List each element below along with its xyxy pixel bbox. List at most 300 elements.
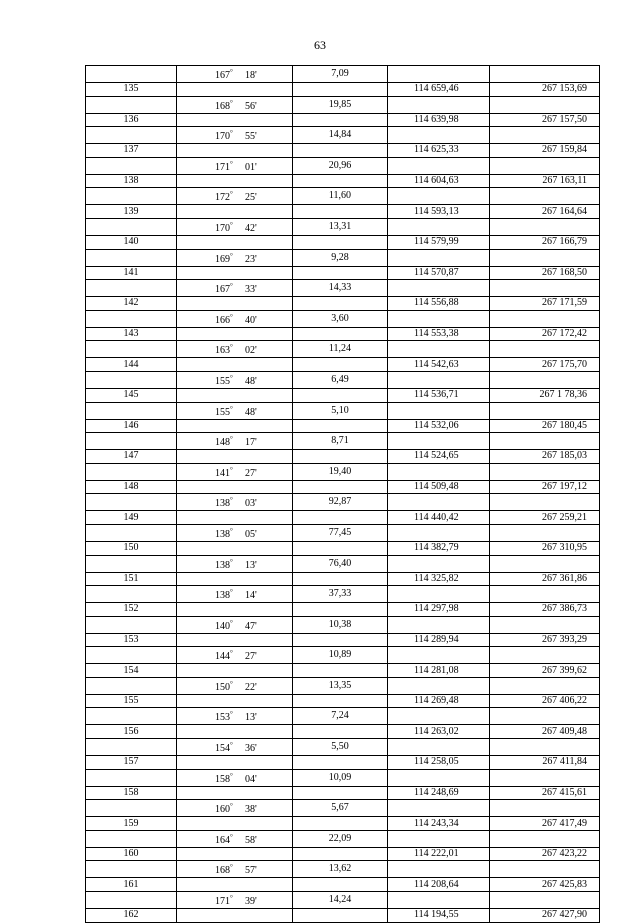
point-number-cell: 136 [86, 113, 177, 127]
angle-degrees-value: 167 [215, 70, 230, 81]
length-cell [293, 633, 388, 647]
angle-cell [177, 524, 293, 541]
x-coordinate-cell [388, 433, 490, 450]
y-coordinate-cell [490, 769, 600, 786]
segment-row [86, 647, 600, 664]
point-number-cell: 137 [86, 144, 177, 158]
y-coordinate-cell: 267 168,50 [490, 266, 600, 280]
x-coordinate-cell [388, 66, 490, 83]
segment-row [86, 310, 600, 327]
length-cell [293, 388, 388, 402]
length-cell: 22,09 [293, 830, 388, 847]
angle-cell [177, 616, 293, 633]
y-coordinate-cell: 267 1 78,36 [490, 388, 600, 402]
y-coordinate-cell [490, 371, 600, 388]
angle-cell [177, 511, 293, 525]
angle-minutes: 27' [245, 651, 257, 663]
segment-row [86, 555, 600, 572]
point-number-cell: 147 [86, 450, 177, 464]
angle-minutes: 57' [245, 865, 257, 877]
angle-degrees [215, 250, 245, 266]
point-number-cell [86, 218, 177, 235]
point-number-cell: 148 [86, 480, 177, 494]
length-cell: 10,89 [293, 647, 388, 664]
angle-cell [177, 174, 293, 188]
segment-row [86, 800, 600, 817]
degree-symbol: ° [230, 741, 233, 750]
segment-row [86, 616, 600, 633]
length-cell: 13,35 [293, 677, 388, 694]
angle-cell [177, 677, 293, 694]
segment-row [86, 830, 600, 847]
degree-symbol: ° [230, 343, 233, 352]
y-coordinate-cell [490, 708, 600, 725]
length-cell [293, 786, 388, 800]
angle-cell [177, 83, 293, 97]
y-coordinate-cell [490, 861, 600, 878]
angle-degrees-value: 140 [215, 620, 230, 632]
y-coordinate-cell [490, 402, 600, 419]
point-row [86, 909, 600, 923]
segment-row [86, 494, 600, 511]
angle-cell [177, 358, 293, 372]
angle-degrees-value: 160 [215, 804, 230, 816]
length-cell: 7,24 [293, 708, 388, 725]
y-coordinate-cell [490, 280, 600, 297]
angle-degrees [215, 311, 245, 327]
angle-minutes: 14' [245, 590, 257, 602]
x-coordinate-cell [388, 861, 490, 878]
x-coordinate-cell [388, 524, 490, 541]
angle-minutes: 22' [245, 681, 257, 693]
x-coordinate-cell: 114 263,02 [388, 725, 490, 739]
y-coordinate-cell [490, 800, 600, 817]
angle-cell [177, 878, 293, 892]
angle-minutes: 40' [245, 314, 257, 326]
x-coordinate-cell: 114 553,38 [388, 327, 490, 341]
angle-cell [177, 708, 293, 725]
angle-degrees [215, 127, 245, 143]
degree-symbol: ° [230, 98, 233, 107]
length-cell: 14,84 [293, 127, 388, 144]
length-cell [293, 174, 388, 188]
angle-degrees-value: 166 [215, 314, 230, 326]
segment-row [86, 341, 600, 358]
point-number-cell [86, 310, 177, 327]
length-cell: 8,71 [293, 433, 388, 450]
angle-cell [177, 266, 293, 280]
angle-degrees [215, 341, 245, 357]
angle-cell [177, 96, 293, 113]
segment-row [86, 677, 600, 694]
point-row [86, 694, 600, 708]
segment-row [86, 218, 600, 235]
angle-cell [177, 555, 293, 572]
x-coordinate-cell [388, 402, 490, 419]
y-coordinate-cell [490, 830, 600, 847]
degree-symbol: ° [230, 220, 233, 229]
segment-row [86, 157, 600, 174]
length-cell: 76,40 [293, 555, 388, 572]
degree-symbol: ° [230, 832, 233, 841]
x-coordinate-cell [388, 739, 490, 756]
y-coordinate-cell [490, 310, 600, 327]
x-coordinate-cell: 114 639,98 [388, 113, 490, 127]
point-row [86, 83, 600, 97]
angle-degrees [215, 66, 245, 82]
angle-cell [177, 402, 293, 419]
point-row [86, 419, 600, 433]
point-row [86, 297, 600, 311]
length-cell: 6,49 [293, 371, 388, 388]
x-coordinate-cell [388, 494, 490, 511]
x-coordinate-cell [388, 555, 490, 572]
length-cell [293, 113, 388, 127]
point-number-cell [86, 433, 177, 450]
angle-minutes: 17' [245, 437, 257, 449]
length-cell: 92,87 [293, 494, 388, 511]
angle-degrees [215, 831, 245, 847]
x-coordinate-cell: 114 289,94 [388, 633, 490, 647]
point-row [86, 817, 600, 831]
angle-degrees [215, 586, 245, 602]
length-cell: 5,50 [293, 739, 388, 756]
point-number-cell: 162 [86, 909, 177, 923]
x-coordinate-cell: 114 243,34 [388, 817, 490, 831]
point-number-cell: 143 [86, 327, 177, 341]
length-cell: 13,31 [293, 218, 388, 235]
angle-degrees-value: 150 [215, 681, 230, 693]
angle-degrees [215, 372, 245, 388]
point-number-cell [86, 494, 177, 511]
length-cell [293, 878, 388, 892]
y-coordinate-cell [490, 524, 600, 541]
angle-degrees-value: 138 [215, 559, 230, 571]
x-coordinate-cell [388, 769, 490, 786]
point-row [86, 113, 600, 127]
angle-minutes: 18' [245, 70, 257, 81]
degree-symbol: ° [230, 588, 233, 597]
angle-degrees-value: 158 [215, 773, 230, 785]
point-row [86, 327, 600, 341]
y-coordinate-cell: 267 406,22 [490, 694, 600, 708]
y-coordinate-cell: 267 393,29 [490, 633, 600, 647]
length-cell [293, 205, 388, 219]
point-number-cell: 150 [86, 541, 177, 555]
angle-cell [177, 786, 293, 800]
y-coordinate-cell: 267 386,73 [490, 603, 600, 617]
angle-cell [177, 603, 293, 617]
angle-cell [177, 892, 293, 909]
angle-degrees-value: 170 [215, 131, 230, 143]
x-coordinate-cell [388, 310, 490, 327]
segment-row [86, 249, 600, 266]
degree-symbol: ° [230, 649, 233, 658]
point-number-cell [86, 677, 177, 694]
angle-cell [177, 494, 293, 511]
angle-cell [177, 66, 293, 83]
y-coordinate-cell: 267 411,84 [490, 756, 600, 770]
length-cell: 9,28 [293, 249, 388, 266]
y-coordinate-cell: 267 417,49 [490, 817, 600, 831]
angle-degrees-value: 144 [215, 651, 230, 663]
angle-cell [177, 127, 293, 144]
angle-degrees [215, 647, 245, 663]
point-number-cell [86, 371, 177, 388]
x-coordinate-cell [388, 188, 490, 205]
point-number-cell [86, 341, 177, 358]
angle-cell [177, 739, 293, 756]
y-coordinate-cell: 267 157,50 [490, 113, 600, 127]
y-coordinate-cell: 267 423,22 [490, 847, 600, 861]
y-coordinate-cell [490, 188, 600, 205]
x-coordinate-cell [388, 800, 490, 817]
length-cell: 19,40 [293, 463, 388, 480]
angle-minutes: 05' [245, 528, 257, 540]
point-number-cell [86, 892, 177, 909]
angle-cell [177, 341, 293, 358]
y-coordinate-cell: 267 399,62 [490, 664, 600, 678]
x-coordinate-cell: 114 570,87 [388, 266, 490, 280]
x-coordinate-cell [388, 96, 490, 113]
y-coordinate-cell [490, 555, 600, 572]
length-cell: 10,09 [293, 769, 388, 786]
y-coordinate-cell: 267 164,64 [490, 205, 600, 219]
angle-degrees-value: 163 [215, 345, 230, 357]
x-coordinate-cell: 114 281,08 [388, 664, 490, 678]
length-cell [293, 694, 388, 708]
point-number-cell [86, 739, 177, 756]
point-number-cell [86, 463, 177, 480]
length-cell [293, 327, 388, 341]
point-number-cell: 142 [86, 297, 177, 311]
point-number-cell: 138 [86, 174, 177, 188]
angle-degrees [215, 525, 245, 541]
length-cell: 10,38 [293, 616, 388, 633]
length-cell [293, 297, 388, 311]
angle-degrees [215, 433, 245, 449]
angle-cell [177, 327, 293, 341]
x-coordinate-cell [388, 341, 490, 358]
angle-minutes: 48' [245, 375, 257, 387]
length-cell: 7,09 [293, 66, 388, 83]
x-coordinate-cell [388, 708, 490, 725]
angle-cell [177, 586, 293, 603]
point-number-cell [86, 555, 177, 572]
angle-degrees-value: 153 [215, 712, 230, 724]
segment-row [86, 96, 600, 113]
point-number-cell: 139 [86, 205, 177, 219]
point-row [86, 756, 600, 770]
length-cell: 11,24 [293, 341, 388, 358]
angle-degrees-value: 141 [215, 467, 230, 479]
x-coordinate-cell [388, 892, 490, 909]
point-row [86, 205, 600, 219]
angle-degrees-value: 138 [215, 590, 230, 602]
point-row [86, 144, 600, 158]
angle-degrees [215, 280, 245, 296]
point-number-cell [86, 96, 177, 113]
degree-symbol: ° [230, 404, 233, 413]
angle-cell [177, 450, 293, 464]
point-row [86, 480, 600, 494]
y-coordinate-cell: 267 172,42 [490, 327, 600, 341]
length-cell [293, 756, 388, 770]
x-coordinate-cell [388, 371, 490, 388]
segment-row [86, 188, 600, 205]
y-coordinate-cell [490, 586, 600, 603]
y-coordinate-cell [490, 647, 600, 664]
x-coordinate-cell: 114 269,48 [388, 694, 490, 708]
y-coordinate-cell [490, 739, 600, 756]
angle-cell [177, 800, 293, 817]
y-coordinate-cell [490, 66, 600, 83]
degree-symbol: ° [230, 496, 233, 505]
coordinates-table-body [86, 66, 600, 923]
y-coordinate-cell [490, 494, 600, 511]
angle-cell [177, 725, 293, 739]
angle-degrees [215, 494, 245, 510]
segment-row [86, 66, 600, 83]
x-coordinate-cell: 114 604,63 [388, 174, 490, 188]
angle-degrees-value: 148 [215, 437, 230, 449]
degree-symbol: ° [230, 894, 233, 903]
angle-degrees [215, 464, 245, 480]
length-cell: 13,62 [293, 861, 388, 878]
angle-cell [177, 817, 293, 831]
page-number: 63 [314, 38, 326, 52]
point-row [86, 664, 600, 678]
degree-symbol: ° [230, 863, 233, 872]
angle-cell [177, 205, 293, 219]
length-cell: 14,24 [293, 892, 388, 909]
angle-minutes: 42' [245, 222, 257, 234]
length-cell [293, 664, 388, 678]
x-coordinate-cell: 114 625,33 [388, 144, 490, 158]
angle-degrees-value: 171 [215, 896, 230, 908]
angle-cell [177, 572, 293, 586]
point-row [86, 603, 600, 617]
x-coordinate-cell [388, 830, 490, 847]
length-cell [293, 909, 388, 923]
angle-minutes: 47' [245, 620, 257, 632]
angle-cell [177, 664, 293, 678]
length-cell [293, 144, 388, 158]
angle-minutes: 58' [245, 834, 257, 846]
angle-minutes: 23' [245, 253, 257, 265]
angle-minutes: 04' [245, 773, 257, 785]
angle-cell [177, 433, 293, 450]
point-number-cell: 157 [86, 756, 177, 770]
point-number-cell [86, 800, 177, 817]
x-coordinate-cell: 114 248,69 [388, 786, 490, 800]
x-coordinate-cell [388, 249, 490, 266]
x-coordinate-cell: 114 536,71 [388, 388, 490, 402]
length-cell: 5,67 [293, 800, 388, 817]
segment-row [86, 524, 600, 541]
point-row [86, 235, 600, 249]
angle-degrees [215, 861, 245, 877]
angle-degrees [215, 219, 245, 235]
length-cell [293, 572, 388, 586]
length-cell: 3,60 [293, 310, 388, 327]
angle-cell [177, 235, 293, 249]
angle-degrees-value: 164 [215, 834, 230, 846]
point-number-cell: 140 [86, 235, 177, 249]
y-coordinate-cell [490, 892, 600, 909]
length-cell [293, 511, 388, 525]
angle-minutes: 36' [245, 743, 257, 755]
point-number-cell [86, 280, 177, 297]
length-cell [293, 235, 388, 249]
x-coordinate-cell: 114 524,65 [388, 450, 490, 464]
point-row [86, 511, 600, 525]
segment-row [86, 769, 600, 786]
x-coordinate-cell: 114 556,88 [388, 297, 490, 311]
angle-degrees [215, 403, 245, 419]
point-number-cell [86, 708, 177, 725]
angle-cell [177, 249, 293, 266]
x-coordinate-cell: 114 593,13 [388, 205, 490, 219]
point-number-cell: 154 [86, 664, 177, 678]
length-cell: 20,96 [293, 157, 388, 174]
y-coordinate-cell: 267 163,11 [490, 174, 600, 188]
length-cell: 37,33 [293, 586, 388, 603]
x-coordinate-cell [388, 218, 490, 235]
point-number-cell [86, 830, 177, 847]
point-row [86, 388, 600, 402]
point-number-cell: 161 [86, 878, 177, 892]
segment-row [86, 280, 600, 297]
angle-cell [177, 480, 293, 494]
x-coordinate-cell [388, 586, 490, 603]
y-coordinate-cell: 267 185,03 [490, 450, 600, 464]
angle-cell [177, 280, 293, 297]
point-number-cell: 159 [86, 817, 177, 831]
length-cell [293, 450, 388, 464]
y-coordinate-cell [490, 249, 600, 266]
point-number-cell: 135 [86, 83, 177, 97]
x-coordinate-cell: 114 509,48 [388, 480, 490, 494]
point-number-cell [86, 127, 177, 144]
x-coordinate-cell: 114 542,63 [388, 358, 490, 372]
x-coordinate-cell: 114 579,99 [388, 235, 490, 249]
x-coordinate-cell [388, 647, 490, 664]
length-cell: 77,45 [293, 524, 388, 541]
x-coordinate-cell: 114 208,64 [388, 878, 490, 892]
x-coordinate-cell: 114 297,98 [388, 603, 490, 617]
length-cell: 14,33 [293, 280, 388, 297]
angle-degrees [215, 158, 245, 174]
y-coordinate-cell [490, 433, 600, 450]
degree-symbol: ° [230, 557, 233, 566]
angle-degrees-value: 168 [215, 100, 230, 112]
x-coordinate-cell [388, 616, 490, 633]
segment-row [86, 433, 600, 450]
x-coordinate-cell [388, 463, 490, 480]
point-number-cell [86, 586, 177, 603]
angle-minutes: 39' [245, 896, 257, 908]
y-coordinate-cell: 267 171,59 [490, 297, 600, 311]
angle-minutes: 25' [245, 192, 257, 204]
point-row [86, 174, 600, 188]
segment-row [86, 586, 600, 603]
segment-row [86, 371, 600, 388]
angle-minutes: 13' [245, 712, 257, 724]
y-coordinate-cell [490, 127, 600, 144]
y-coordinate-cell [490, 218, 600, 235]
y-coordinate-cell: 267 159,84 [490, 144, 600, 158]
